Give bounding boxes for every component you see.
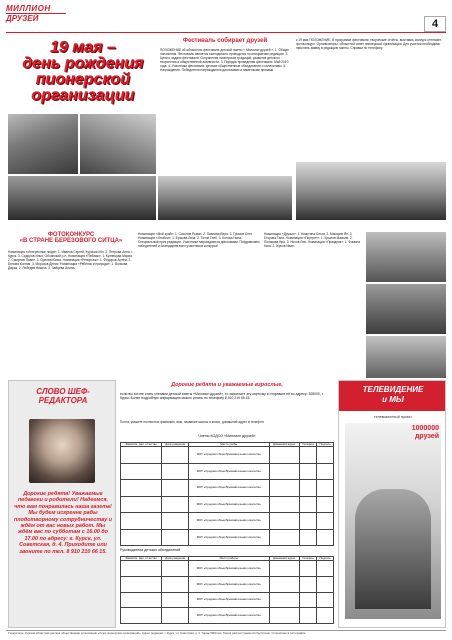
table-row	[121, 561, 334, 577]
table-cell[interactable]	[121, 480, 162, 497]
table-cell[interactable]	[317, 463, 334, 480]
headline-line: 19 мая –	[50, 39, 116, 56]
table-cell[interactable]	[162, 608, 189, 624]
table-cell[interactable]	[317, 592, 334, 608]
tv-title-line2: и МЫ	[382, 395, 404, 404]
col-header: Место учёбы	[189, 443, 269, 447]
tv-people-photo	[355, 489, 431, 609]
table-cell[interactable]	[317, 496, 334, 513]
table-row	[121, 447, 334, 464]
table-cell[interactable]: МОУ «Средняя общеобразовательная школа №»	[189, 463, 269, 480]
readers-title: Дорогие ребята и уважаемые взрослые,	[171, 382, 283, 388]
table-cell[interactable]: МОУ «Средняя общеобразовательная школа №»	[189, 529, 269, 546]
table-cell[interactable]	[162, 561, 189, 577]
col-header: Домашний адрес	[269, 443, 299, 447]
table-cell[interactable]: МОУ «Средняя общеобразовательная школа №»	[189, 592, 269, 608]
table-cell[interactable]	[299, 592, 316, 608]
table-cell[interactable]	[299, 463, 316, 480]
masthead-line1: МИЛЛИОН	[6, 4, 51, 13]
table-cell[interactable]	[269, 496, 299, 513]
readers-note: Почта: укажите полностью фамилию, имя, название школы и класс, домашний адрес и телефон.	[120, 420, 265, 424]
table-row	[121, 592, 334, 608]
table-cell[interactable]: МОУ «Средняя общеобразовательная школа №»	[189, 576, 269, 592]
tv-logo	[412, 425, 439, 441]
photocontest-title-line2: «В СТРАНЕ БЕРЁЗОВОГО СИТЦА»	[19, 238, 123, 244]
table-cell[interactable]	[121, 513, 162, 530]
table-cell[interactable]	[269, 447, 299, 464]
table-cell[interactable]	[317, 576, 334, 592]
leaders-table	[120, 556, 334, 624]
table-cell[interactable]	[121, 608, 162, 624]
tv-title-line1: ТЕЛЕВИДЕНИЕ	[362, 385, 424, 394]
table-cell[interactable]	[162, 592, 189, 608]
table-cell[interactable]	[317, 561, 334, 577]
festival-body: ПОЛОЖЕНИЕ об областном фестивале детской газеты « Миллион друзей ». 1. Общие положения. Фестиваль является ежегодным и проводится по инициативе редакции. 2. Цели и задачи фестиваля. Сохранение пионерских традиций, развитие детского творчества и общественной активности. 3. Порядок проведения фестиваля. Май 2010 года. 4. Участники фестиваля: детские общественные объединения и коллективы. 5. Награждение. Победители награждаются дипломами и памятными призами.	[160, 48, 289, 72]
festival-right-body: к 19 мая ПОЛОЖЕНИЕ. В программе фестиваля: творческие отчёты, выставки, конкурс стенгазет, фотоконкурс. Организаторы: областной совет пионерской организации. Для участия необходимо прислать заявку в редакцию газеты. Справки по телефону.	[296, 38, 442, 50]
tv-title	[343, 385, 443, 405]
table-cell[interactable]	[162, 576, 189, 592]
table-cell[interactable]	[121, 529, 162, 546]
festival-title: Фестиваль собирает друзей	[182, 38, 268, 44]
contest-photo-3	[366, 336, 446, 378]
photo-celebration	[158, 176, 292, 220]
table-cell[interactable]	[121, 496, 162, 513]
headline-line: организации	[31, 87, 135, 104]
col-header: Дата рождения	[162, 557, 189, 561]
tv-poster	[345, 423, 441, 619]
table-cell[interactable]	[269, 529, 299, 546]
photo-pioneers-parade	[80, 114, 156, 174]
table-cell[interactable]: МОУ «Средняя общеобразовательная школа №»	[189, 513, 269, 530]
members-table-header	[121, 443, 334, 447]
photocontest-title-line1: ФОТОКОНКУРС	[47, 232, 95, 238]
footer-imprint: Учредитель: Курская областная детская общественная организация «Союз пионерских организаций». Адрес редакции: г. Курск, ул. Советская, д. 4. Тираж 5000 экз. Газета распространяется бесплатно. Отпечатано в типографии.	[8, 632, 307, 635]
table-cell[interactable]	[269, 592, 299, 608]
table-cell[interactable]	[299, 447, 316, 464]
table-cell[interactable]	[121, 447, 162, 464]
masthead-line2: ДРУЗЕЙ	[6, 13, 66, 23]
table-cell[interactable]: МОУ «Средняя общеобразовательная школа №»	[189, 561, 269, 577]
tv-box	[338, 380, 446, 628]
table-cell[interactable]	[162, 496, 189, 513]
table-cell[interactable]	[269, 561, 299, 577]
editor-portrait	[29, 419, 95, 483]
top-rule	[6, 32, 446, 33]
editor-title: СЛОВО ШЕФ-РЕДАКТОРА	[36, 387, 90, 405]
photo-stage	[296, 162, 446, 220]
col-header: Подпись	[317, 443, 334, 447]
editor-message: Дорогие ребята! Уважаемые педагоги и родители! Надеемся, что вам понравилась наша газета! Мы будем искренне рады плодотворному сотрудничеству и ждём от вас новых работ. Мы ждём вас по субботам с 16.00 до 17.00 по адресу: г. Курск, ул. Советская, д. 4. Приходите или звоните по тел. 8 910 210 66 15.	[14, 491, 112, 555]
table-cell[interactable]	[317, 608, 334, 624]
main-headline	[8, 40, 158, 112]
table-cell[interactable]	[299, 576, 316, 592]
members-card-label: Члены КОДСО «Миллион друзей»	[198, 434, 256, 438]
contest-photo-1	[366, 232, 446, 282]
table-cell[interactable]: МОУ «Средняя общеобразовательная школа №»	[189, 447, 269, 464]
tv-logo-line1: 1000000	[411, 425, 439, 432]
headline-line: пионерской	[35, 71, 131, 88]
col-header: Телефон	[299, 443, 316, 447]
table-cell[interactable]	[269, 513, 299, 530]
col-header: Домашний адрес	[269, 557, 299, 561]
leaders-table-label: Руководители детских объединений	[120, 548, 181, 552]
table-cell[interactable]	[162, 463, 189, 480]
col-header: Дата рождения	[162, 443, 189, 447]
table-cell[interactable]	[299, 561, 316, 577]
table-cell[interactable]	[121, 561, 162, 577]
table-row	[121, 513, 334, 530]
col-header: Подпись	[317, 557, 334, 561]
table-cell[interactable]: МОУ «Средняя общеобразовательная школа №»	[189, 480, 269, 497]
col-header: Телефон	[299, 557, 316, 561]
table-cell[interactable]: МОУ «Средняя общеобразовательная школа №»	[189, 496, 269, 513]
table-cell[interactable]	[269, 576, 299, 592]
photo-crowd	[8, 176, 156, 220]
leaders-table-header	[121, 557, 334, 561]
table-row	[121, 529, 334, 546]
photocontest-results: Номинация «Интересные люди»: 1. Иванов Сергей, Курская обл. 2. Петрова Анна, г. Курск. 3. Сидоров Илья, Обоянский р-н. Номинация «Пейзаж»: 1. Кузнецова Мария. 2. Смирнов Павел. 3. Орлова Юлия. Номинация «Репортаж»: 1. Фёдоров Артём. 2. Белова Ксения. 3. Морозов Денис. Номинация «Ребёнок и природа»: 1. Волкова Дарья. 2. Лебедев Никита. 3. Зайцева Алина.	[8, 250, 134, 270]
table-cell[interactable]	[317, 447, 334, 464]
table-cell[interactable]	[317, 480, 334, 497]
photocontest-results-mid: Номинация «Мой край»: 1. Соколов Роман. 2. Павлова Вера. 3. Громов Олег. Номинация «Улыбка»: 1. Ершова Лиза. 2. Титов Глеб. 3. Котова Нина. Специальный приз редакции. Участники награждаются дипломами. Поздравляем победителей и благодарим всех участников конкурса!	[138, 232, 260, 248]
footer-rule	[6, 630, 446, 631]
table-cell[interactable]	[269, 608, 299, 624]
table-cell[interactable]	[299, 513, 316, 530]
table-row	[121, 608, 334, 624]
contest-photo-2	[366, 284, 446, 334]
table-cell[interactable]	[162, 513, 189, 530]
table-row	[121, 576, 334, 592]
page-number: 4	[424, 16, 446, 32]
tv-logo-line2: друзей	[414, 433, 439, 440]
readers-intro: если вы хотите стать членами детской газеты «Миллион друзей», то заполните эту карточку и отправьте её по адресу: 305000, г. Курск. Более подробную информацию можно узнать по телефону 8 910 210 66 15.	[120, 392, 324, 401]
headline-line: день рождения	[22, 55, 144, 72]
table-cell[interactable]	[317, 513, 334, 530]
table-cell[interactable]	[299, 608, 316, 624]
table-cell[interactable]	[121, 592, 162, 608]
editor-box	[8, 380, 116, 628]
tv-subtitle: телевизионный проект	[374, 415, 412, 419]
col-header: Место работы	[189, 557, 269, 561]
table-cell[interactable]	[269, 480, 299, 497]
table-row	[121, 463, 334, 480]
table-cell[interactable]	[121, 463, 162, 480]
table-cell[interactable]	[269, 463, 299, 480]
col-header: Фамилия, имя, отчество	[121, 557, 162, 561]
members-table	[120, 442, 334, 546]
masthead	[6, 4, 146, 34]
photocontest-results-right: Номинация «Друзья»: 1. Никитина Ольга. 2. Макаров Ян. 3. Егорова Таня. Номинация «Портрет»: 1. Крылов Максим. 2. Полякова Ира. 3. Носов Лев. Номинация «Праздник»: 1. Фомина Катя. 2. Жуков Иван.	[264, 232, 360, 248]
table-cell[interactable]	[162, 447, 189, 464]
table-cell[interactable]: МОУ «Средняя общеобразовательная школа №»	[189, 608, 269, 624]
photo-pioneers-group	[8, 114, 78, 174]
table-cell[interactable]	[162, 529, 189, 546]
table-cell[interactable]	[317, 529, 334, 546]
table-cell[interactable]	[299, 496, 316, 513]
table-cell[interactable]	[121, 576, 162, 592]
table-cell[interactable]	[162, 480, 189, 497]
table-cell[interactable]	[299, 480, 316, 497]
table-cell[interactable]	[299, 529, 316, 546]
photocontest-title	[8, 232, 134, 248]
col-header: Фамилия, имя, отчество	[121, 443, 162, 447]
table-row	[121, 480, 334, 497]
table-row	[121, 496, 334, 513]
